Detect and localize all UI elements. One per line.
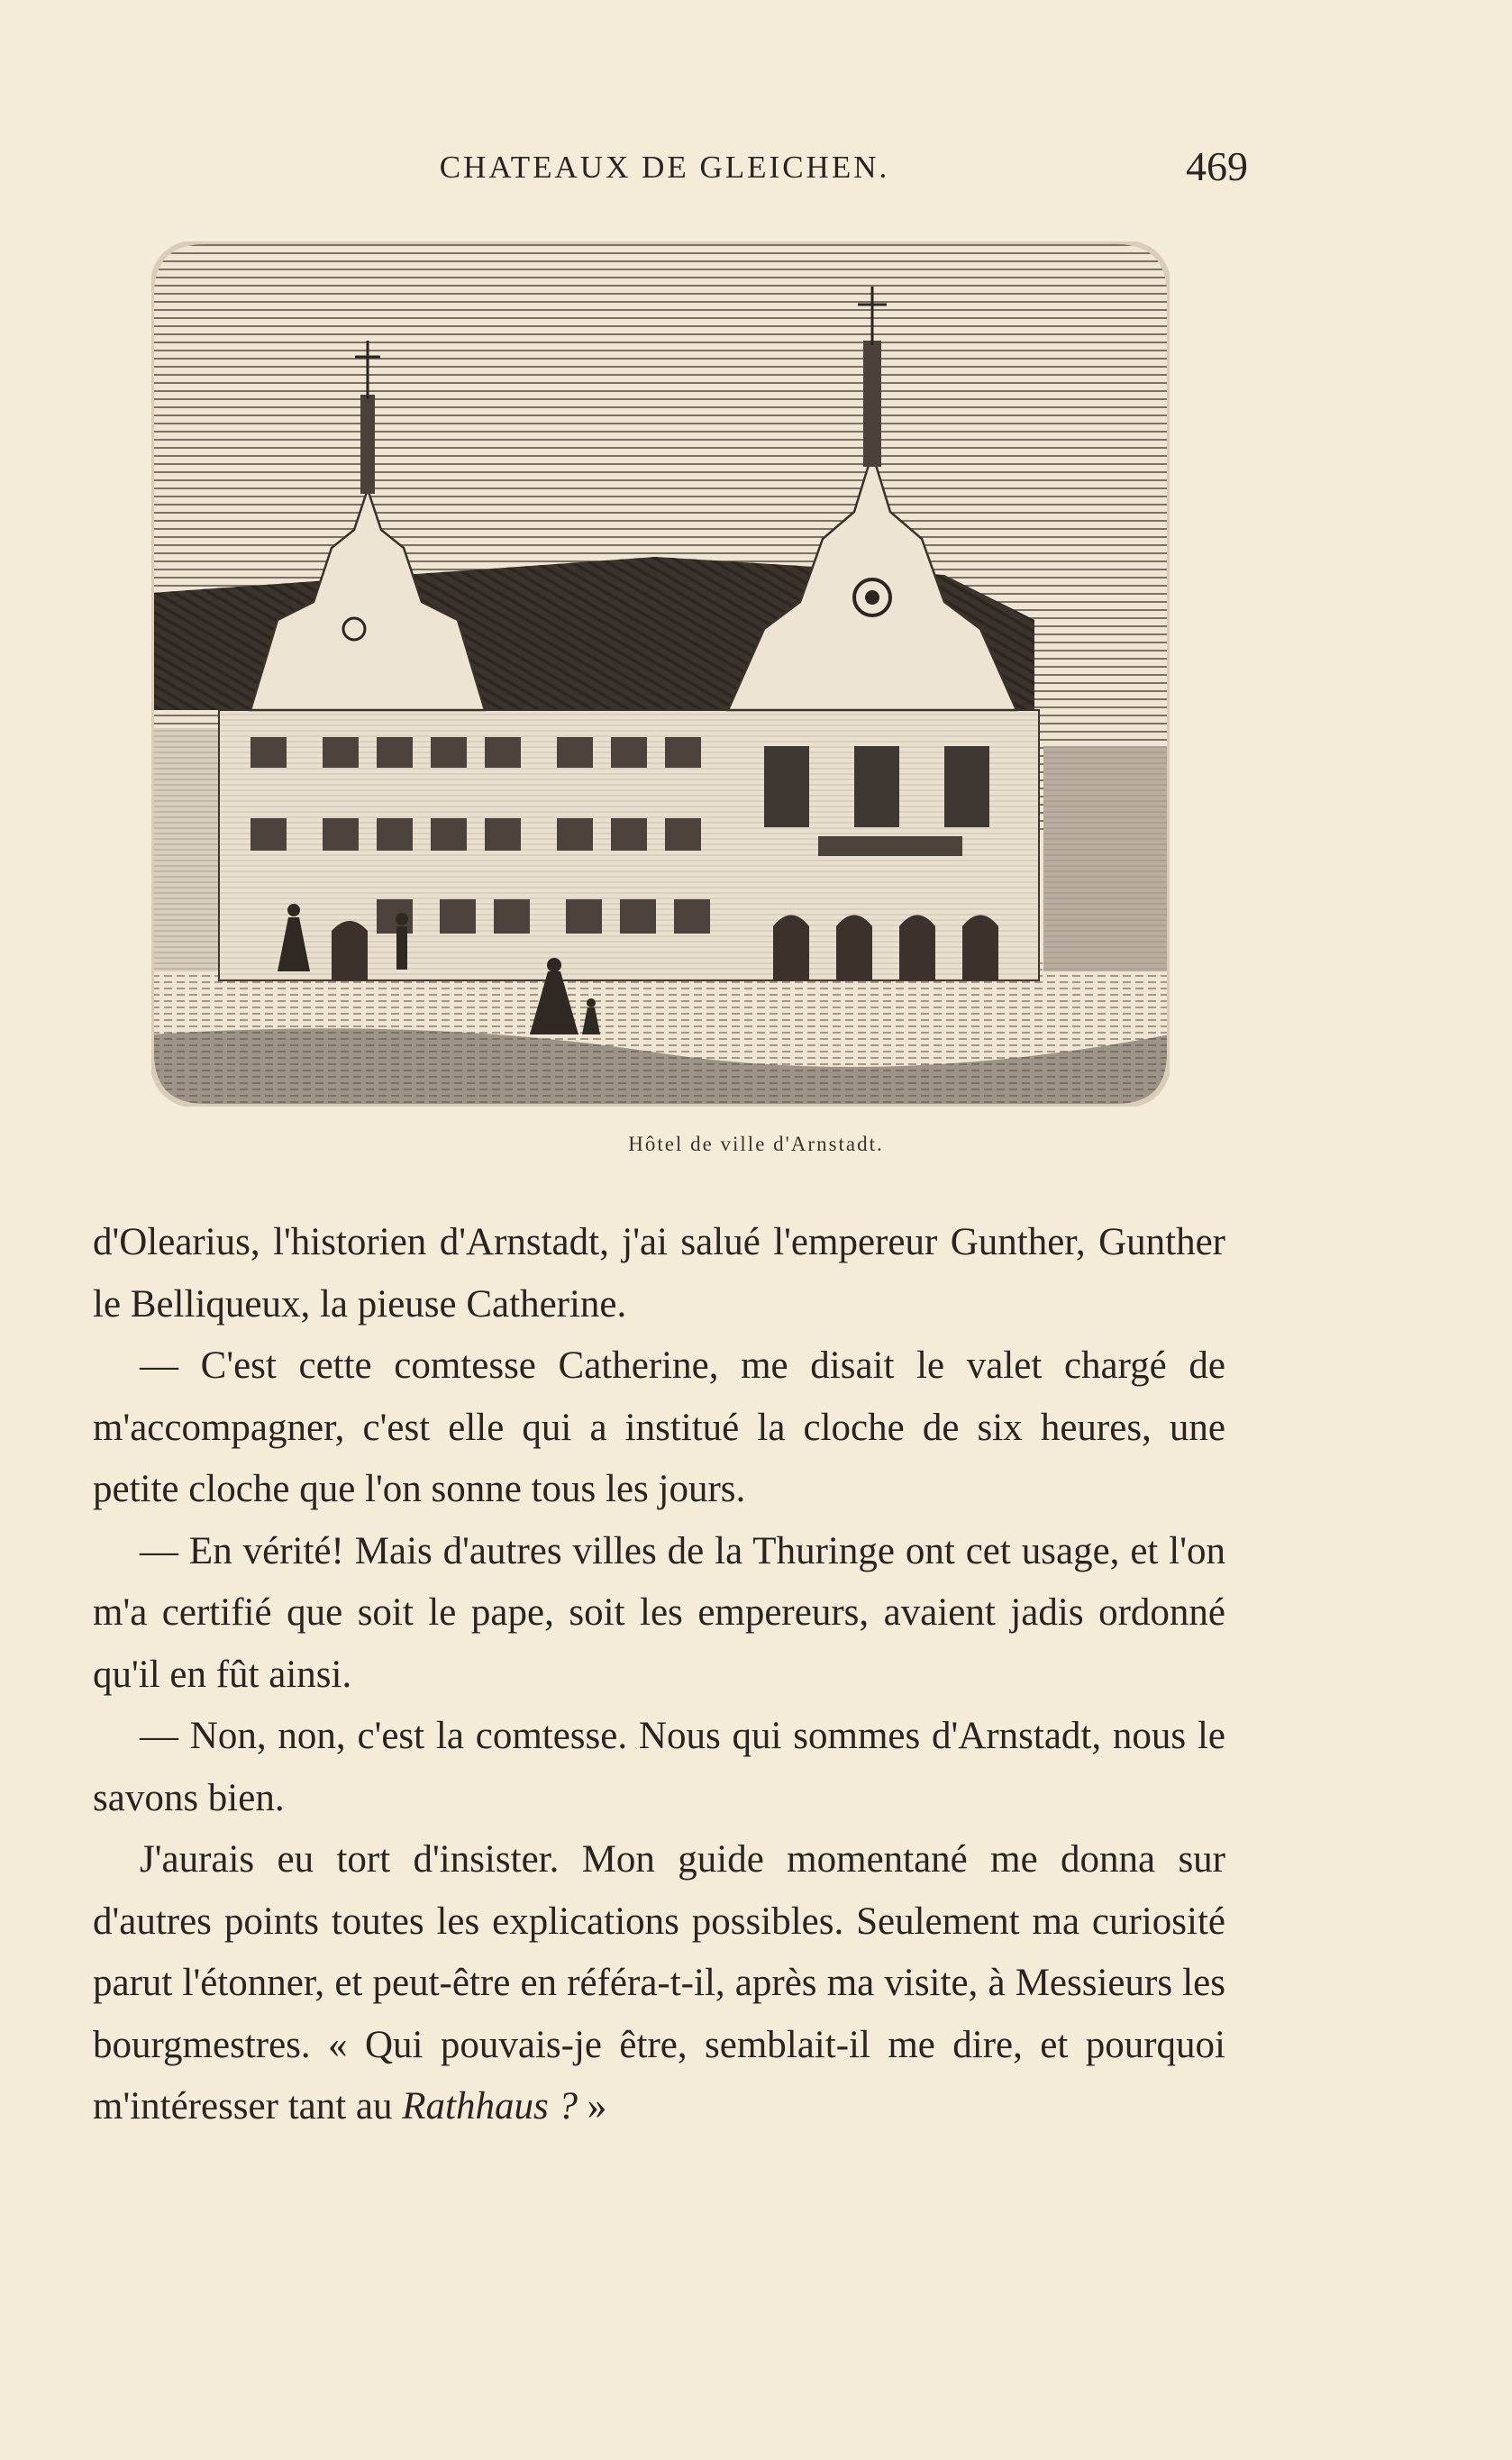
paragraph-5-text: J'aurais eu tort d'insister. Mon guide momentané me donna sur d'autres points toutes les explications possibles. Seulement ma curiosité parut l'étonner, et peut-être en référa-t-il, après ma visite, à Messieurs les bourgmestres. « Qui pouvais-je être, semblait-il me dire, et pourquoi m'intéresser tant au [93, 1838, 1225, 2127]
paragraph-2: — C'est cette comtesse Catherine, me disait le valet chargé de m'accompagner, c'est elle qui a institué la cloche de six heures, une petite cloche que l'on sonne tous les jours. [93, 1344, 1225, 1510]
paragraph-3: — En vérité! Mais d'autres villes de la Thuringe ont cet usage, et l'on m'a certifié que soit le pape, soit les empereurs, avaient jadis ordonné qu'il en fût ainsi. [93, 1529, 1225, 1696]
page-header [90, 142, 1248, 196]
page-number: 469 [1186, 143, 1248, 189]
body-text [93, 1212, 1225, 2138]
italic-word: Rathhaus ? [402, 2085, 578, 2127]
figure-caption: Hôtel de ville d'Arnstadt. [628, 1133, 884, 1155]
paragraph-5 [93, 1829, 1225, 2138]
running-title: CHATEAUX DE GLEICHEN. [439, 150, 890, 185]
town-hall-engraving [151, 241, 1170, 1107]
paragraph-4: — Non, non, c'est la comtesse. Nous qui sommes d'Arnstadt, nous le savons bien. [93, 1715, 1225, 1819]
paragraph-1: d'Olearius, l'historien d'Arnstadt, j'ai salué l'empereur Gunther, Gunther le Belliqueux, la pieuse Catherine. [93, 1221, 1225, 1326]
paragraph-5-end: » [577, 2085, 607, 2127]
